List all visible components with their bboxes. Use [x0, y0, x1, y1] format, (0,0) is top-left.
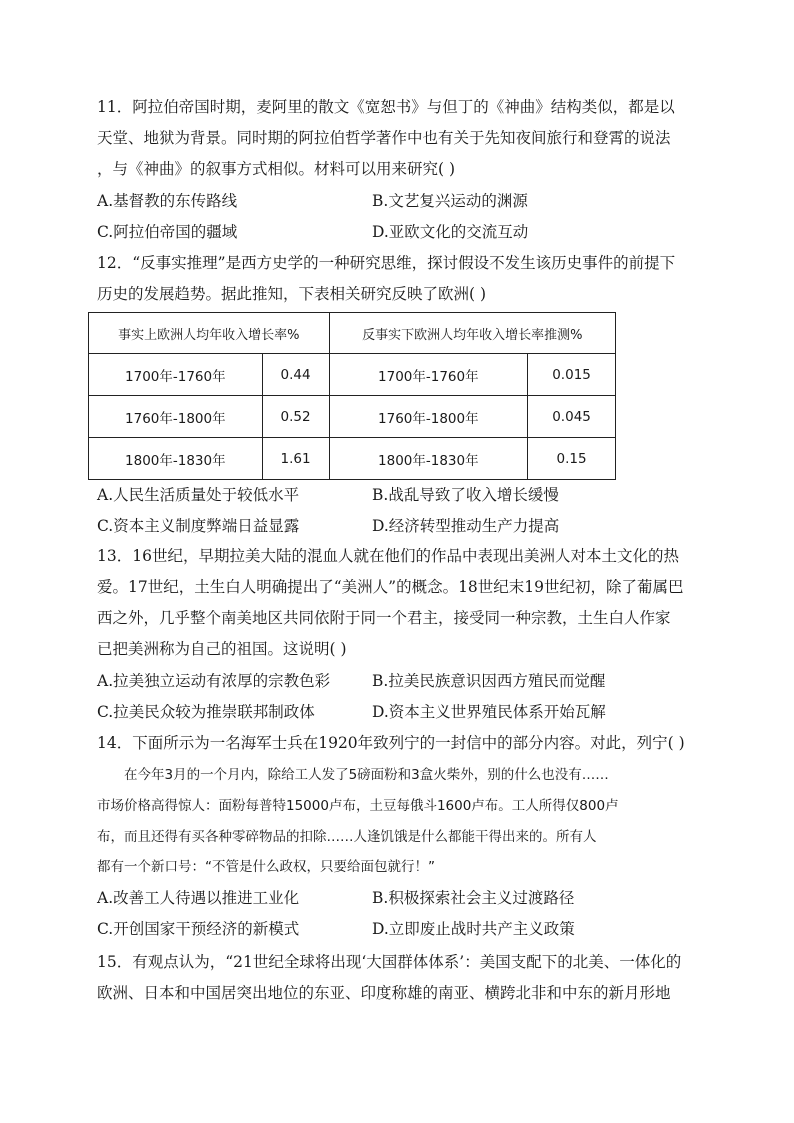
q12-option-a[interactable]: A.人民生活质量处于较低水平	[97, 486, 300, 504]
header-counterfactual-growth: 反事实下欧洲人均年收入增长率推测%	[329, 313, 615, 354]
q14-option-a[interactable]: A.改善工人待遇以推进工业化	[97, 889, 300, 907]
cell-period: 1700年-1760年	[329, 354, 528, 396]
cell-value: 0.15	[528, 438, 616, 480]
cell-period: 1700年-1760年	[89, 354, 263, 396]
q12-stem-line-2: 历史的发展趋势。据此推知，下表相关研究反映了欧洲( )	[97, 285, 487, 303]
q11-option-c[interactable]: C.阿拉伯帝国的疆域	[97, 223, 238, 241]
table-row	[89, 396, 616, 438]
q11-stem-line-2: 天堂、地狱为背景。同时期的阿拉伯哲学著作中也有关于先知夜间旅行和登霄的说法	[97, 129, 671, 147]
cell-value: 0.015	[528, 354, 616, 396]
q11-stem-line-3: ，与《神曲》的叙事方式相似。材料可以用来研究( )	[97, 160, 456, 178]
q13-stem-line-4: 已把美洲称为自己的祖国。这说明( )	[97, 640, 347, 658]
q14-quote-line-1: 在今年3月的一个月内，除给工人发了5磅面粉和3盒火柴外，别的什么也没有……	[97, 767, 609, 783]
q12-option-d[interactable]: D.经济转型推动生产力提高	[372, 517, 560, 535]
cell-value: 0.52	[262, 396, 329, 438]
cell-value: 0.045	[528, 396, 616, 438]
q14-quote-line-2: 市场价格高得惊人：面粉每普特15000卢布，土豆每俄斗1600卢布。工人所得仅800卢	[97, 798, 619, 814]
q15-stem-line-1: 15．有观点认为，“21世纪全球将出现‘大国群体体系’：美国支配下的北美、一体化的	[97, 953, 682, 971]
table-row	[89, 438, 616, 480]
cell-value: 0.44	[262, 354, 329, 396]
q11-stem-line-1: 11．阿拉伯帝国时期，麦阿里的散文《宽恕书》与但丁的《神曲》结构类似，都是以	[97, 98, 675, 116]
header-actual-growth: 事实上欧洲人均年收入增长率%	[89, 313, 330, 354]
q12-option-b[interactable]: B.战乱导致了收入增长缓慢	[372, 486, 559, 504]
cell-period: 1760年-1800年	[89, 396, 263, 438]
q13-option-b[interactable]: B.拉美民族意识因西方殖民而觉醒	[372, 672, 606, 690]
table-row	[89, 354, 616, 396]
cell-period: 1800年-1830年	[89, 438, 263, 480]
income-growth-table	[88, 312, 616, 480]
table-header-row	[89, 313, 616, 354]
q14-quote-line-4: 都有一个新口号：“不管是什么政权，只要给面包就行！”	[97, 859, 435, 875]
cell-period: 1760年-1800年	[329, 396, 528, 438]
q13-stem-line-1: 13．16世纪，早期拉美大陆的混血人就在他们的作品中表现出美洲人对本土文化的热	[97, 547, 679, 565]
q11-option-a[interactable]: A.基督教的东传路线	[97, 192, 238, 210]
cell-period: 1800年-1830年	[329, 438, 528, 480]
q14-option-b[interactable]: B.积极探索社会主义过渡路径	[372, 889, 575, 907]
q14-stem-line-1: 14．下面所示为一名海军士兵在1920年致列宁的一封信中的部分内容。对此，列宁( )	[97, 734, 685, 752]
q13-option-a[interactable]: A.拉美独立运动有浓厚的宗教色彩	[97, 672, 331, 690]
q11-option-b[interactable]: B.文艺复兴运动的渊源	[372, 192, 528, 210]
q13-stem-line-3: 西之外，几乎整个南美地区共同依附于同一个君主，接受同一种宗教，土生白人作家	[97, 609, 671, 627]
q15-stem-line-2: 欧洲、日本和中国居突出地位的东亚、印度称雄的南亚、横跨北非和中东的新月形地	[97, 984, 671, 1002]
q14-quote-line-3: 布，而且还得有买各种零碎物品的扣除……人逢饥饿是什么都能干得出来的。所有人	[97, 829, 597, 845]
q13-option-d[interactable]: D.资本主义世界殖民体系开始瓦解	[372, 703, 606, 721]
q11-option-d[interactable]: D.亚欧文化的交流互动	[372, 223, 529, 241]
q13-option-c[interactable]: C.拉美民众较为推崇联邦制政体	[97, 703, 315, 721]
q12-option-c[interactable]: C.资本主义制度弊端日益显露	[97, 517, 300, 535]
q13-stem-line-2: 爱。17世纪，土生白人明确提出了“美洲人”的概念。18世纪末19世纪初，除了葡属巴	[97, 578, 684, 596]
q14-option-c[interactable]: C.开创国家干预经济的新模式	[97, 920, 300, 938]
q12-stem-line-1: 12．“反事实推理”是西方史学的一种研究思维，探讨假设不发生该历史事件的前提下	[97, 254, 676, 272]
cell-value: 1.61	[262, 438, 329, 480]
q14-option-d[interactable]: D.立即废止战时共产主义政策	[372, 920, 575, 938]
